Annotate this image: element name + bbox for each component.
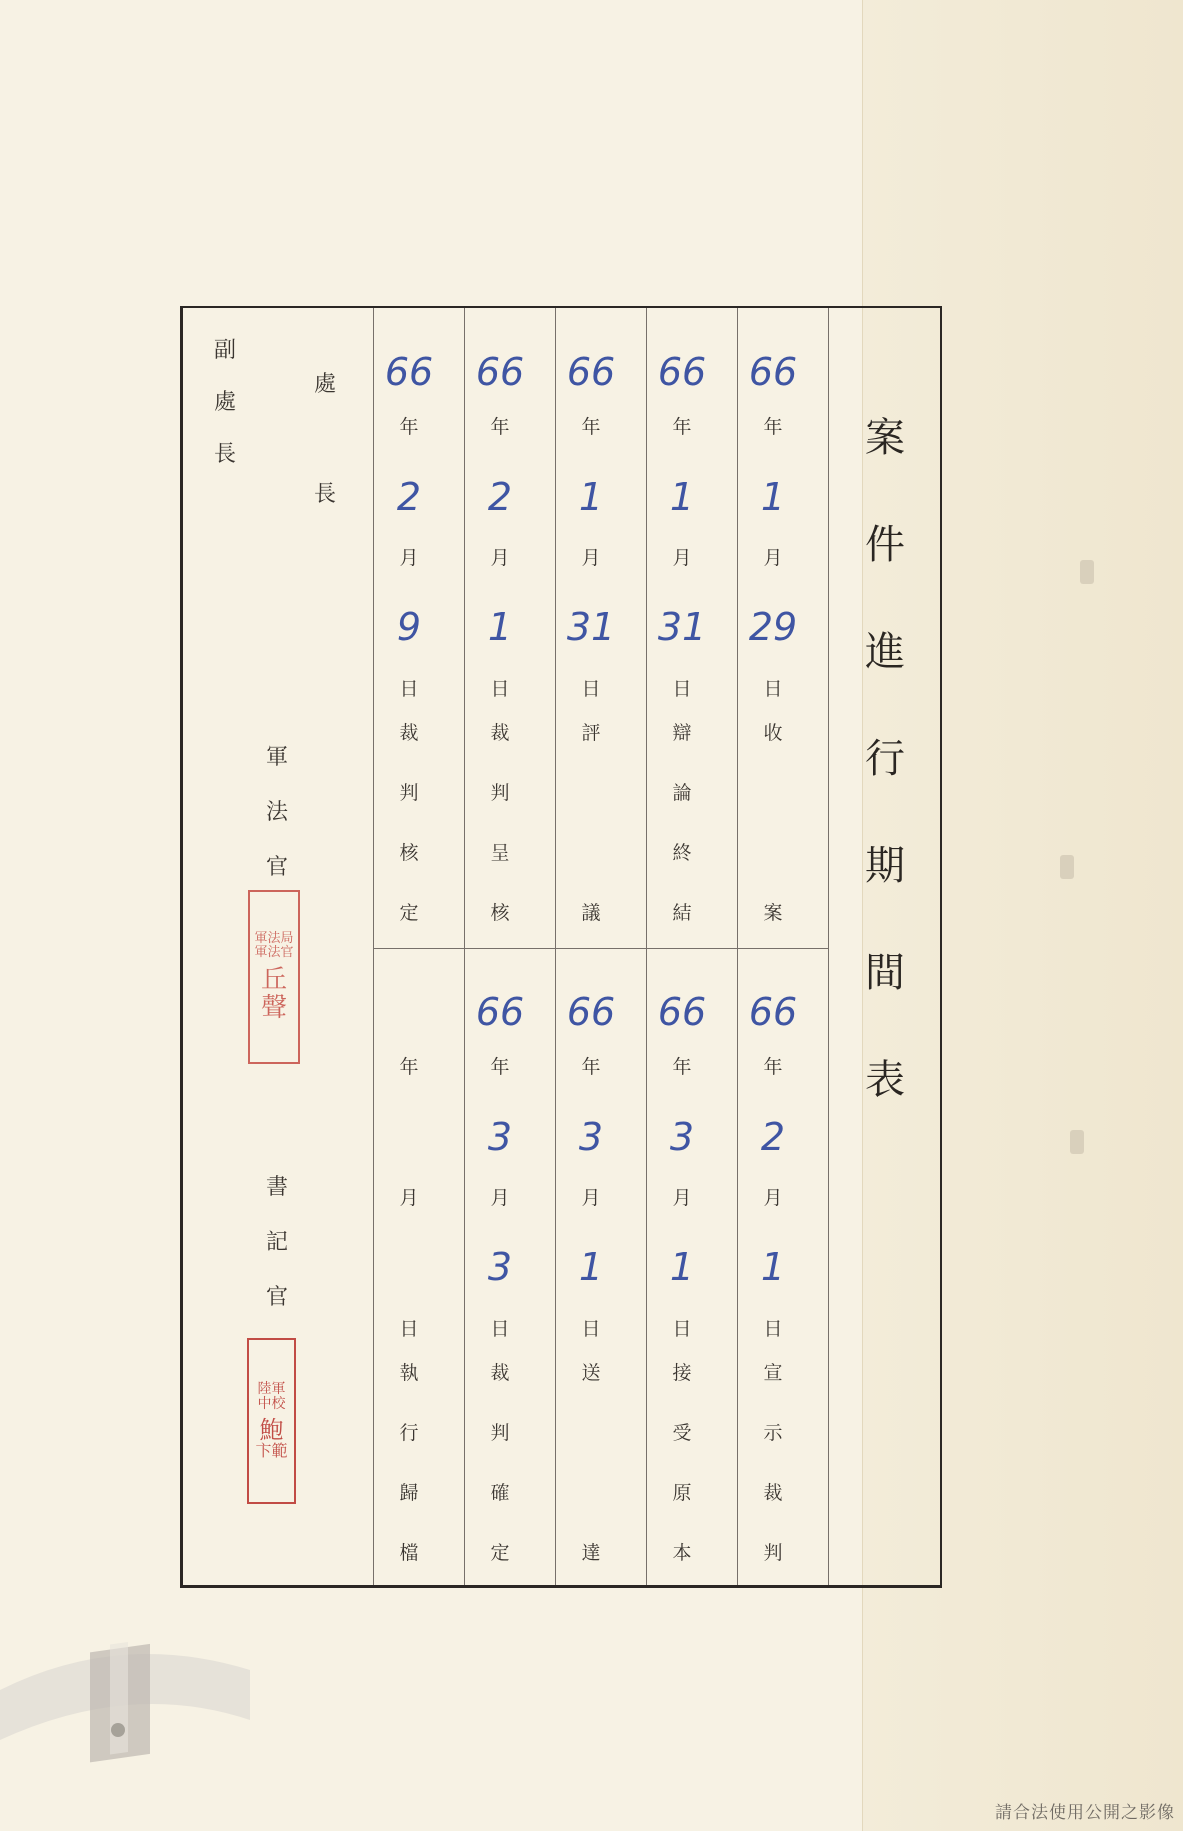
paper-tear bbox=[1070, 1130, 1084, 1154]
event-label-char: 裁 bbox=[490, 1362, 510, 1384]
handwritten-year: 66 bbox=[657, 990, 707, 1034]
handwritten-month: 2 bbox=[760, 1115, 786, 1159]
handwritten-day: 31 bbox=[566, 605, 616, 649]
bottom-row-column-4 bbox=[461, 990, 539, 1590]
event-label-char: 執 bbox=[399, 1362, 419, 1384]
event-label-char: 案 bbox=[763, 902, 783, 924]
month-unit: 月 bbox=[672, 1187, 692, 1209]
month-unit: 月 bbox=[490, 1187, 510, 1209]
director-label: 處 長 bbox=[314, 372, 337, 507]
handwritten-month: 2 bbox=[396, 475, 422, 519]
handwritten-day: 1 bbox=[578, 1245, 604, 1289]
year-unit: 年 bbox=[672, 1056, 692, 1078]
day-unit: 日 bbox=[672, 1318, 692, 1340]
archive-logo-watermark bbox=[0, 1630, 250, 1790]
event-label-char: 結 bbox=[672, 902, 692, 924]
event-label-char: 核 bbox=[490, 902, 510, 924]
event-label-char: 定 bbox=[490, 1542, 510, 1564]
month-unit: 月 bbox=[490, 547, 510, 569]
deputy-director-label: 副 處 長 bbox=[214, 338, 237, 467]
year-unit: 年 bbox=[763, 1056, 783, 1078]
year-unit: 年 bbox=[399, 416, 419, 438]
event-label-char: 宣 bbox=[763, 1362, 783, 1384]
month-unit: 月 bbox=[581, 1187, 601, 1209]
month-unit: 月 bbox=[399, 1187, 419, 1209]
day-unit: 日 bbox=[763, 1318, 783, 1340]
handwritten-day: 31 bbox=[657, 605, 707, 649]
event-label-char: 判 bbox=[399, 782, 419, 804]
year-unit: 年 bbox=[490, 1056, 510, 1078]
day-unit: 日 bbox=[399, 1318, 419, 1340]
handwritten-month: 3 bbox=[487, 1115, 513, 1159]
year-unit: 年 bbox=[672, 416, 692, 438]
event-label-char: 檔 bbox=[399, 1542, 419, 1564]
handwritten-day: 9 bbox=[396, 605, 422, 649]
handwritten-year: 66 bbox=[475, 350, 525, 394]
handwritten-month: 1 bbox=[578, 475, 604, 519]
handwritten-year: 66 bbox=[657, 350, 707, 394]
document-title: 案 件 進 行 期 間 表 bbox=[865, 415, 905, 1103]
handwritten-day: 1 bbox=[487, 605, 513, 649]
handwritten-year: 66 bbox=[566, 350, 616, 394]
handwritten-month: 3 bbox=[578, 1115, 604, 1159]
event-label-char: 送 bbox=[581, 1362, 601, 1384]
event-label-char: 評 bbox=[581, 722, 601, 744]
bottom-row-column-3 bbox=[552, 990, 630, 1590]
event-label-char: 歸 bbox=[399, 1482, 419, 1504]
day-unit: 日 bbox=[581, 678, 601, 700]
top-row-column-4 bbox=[461, 350, 539, 950]
handwritten-day: 1 bbox=[669, 1245, 695, 1289]
event-label-char: 確 bbox=[490, 1482, 510, 1504]
paper-tear bbox=[1080, 560, 1094, 584]
day-unit: 日 bbox=[672, 678, 692, 700]
month-unit: 月 bbox=[399, 547, 419, 569]
event-label-char: 裁 bbox=[763, 1482, 783, 1504]
month-unit: 月 bbox=[763, 1187, 783, 1209]
year-unit: 年 bbox=[763, 416, 783, 438]
handwritten-day: 3 bbox=[487, 1245, 513, 1289]
top-row-column-1 bbox=[734, 350, 812, 950]
event-label-char: 議 bbox=[581, 902, 601, 924]
event-label-char: 受 bbox=[672, 1422, 692, 1444]
day-unit: 日 bbox=[581, 1318, 601, 1340]
event-label-char: 呈 bbox=[490, 842, 510, 864]
bottom-row-column-5 bbox=[370, 990, 448, 1590]
event-label-char: 論 bbox=[672, 782, 692, 804]
event-label-char: 終 bbox=[672, 842, 692, 864]
event-label-char: 本 bbox=[672, 1542, 692, 1564]
paper-tear bbox=[1060, 855, 1074, 879]
clerk-seal-stamp: 陸軍 中校 鮑 卞範 bbox=[247, 1338, 296, 1504]
event-label-char: 接 bbox=[672, 1362, 692, 1384]
year-unit: 年 bbox=[581, 416, 601, 438]
day-unit: 日 bbox=[399, 678, 419, 700]
bottom-row-column-1 bbox=[734, 990, 812, 1590]
event-label-char: 行 bbox=[399, 1422, 419, 1444]
clerk-label: 書 記 官 bbox=[266, 1175, 289, 1310]
top-row-column-2 bbox=[643, 350, 721, 950]
day-unit: 日 bbox=[763, 678, 783, 700]
handwritten-year: 66 bbox=[566, 990, 616, 1034]
event-label-char: 原 bbox=[672, 1482, 692, 1504]
handwritten-month: 1 bbox=[760, 475, 786, 519]
month-unit: 月 bbox=[672, 547, 692, 569]
event-label-char: 定 bbox=[399, 902, 419, 924]
event-label-char: 判 bbox=[490, 782, 510, 804]
year-unit: 年 bbox=[490, 416, 510, 438]
event-label-char: 裁 bbox=[490, 722, 510, 744]
handwritten-month: 2 bbox=[487, 475, 513, 519]
year-unit: 年 bbox=[581, 1056, 601, 1078]
judge-label: 軍 法 官 bbox=[266, 745, 289, 880]
month-unit: 月 bbox=[763, 547, 783, 569]
handwritten-month: 3 bbox=[669, 1115, 695, 1159]
event-label-char: 核 bbox=[399, 842, 419, 864]
event-label-char: 示 bbox=[763, 1422, 783, 1444]
judge-seal-stamp: 軍法局 軍法官 丘 聲 bbox=[248, 890, 300, 1064]
month-unit: 月 bbox=[581, 547, 601, 569]
handwritten-year: 66 bbox=[384, 350, 434, 394]
top-row-column-5 bbox=[370, 350, 448, 950]
handwritten-month: 1 bbox=[669, 475, 695, 519]
handwritten-year: 66 bbox=[475, 990, 525, 1034]
year-unit: 年 bbox=[399, 1056, 419, 1078]
day-unit: 日 bbox=[490, 1318, 510, 1340]
handwritten-day: 1 bbox=[760, 1245, 786, 1289]
event-label-char: 辯 bbox=[672, 722, 692, 744]
handwritten-year: 66 bbox=[748, 990, 798, 1034]
handwritten-day: 29 bbox=[748, 605, 798, 649]
event-label-char: 判 bbox=[763, 1542, 783, 1564]
day-unit: 日 bbox=[490, 678, 510, 700]
handwritten-year: 66 bbox=[748, 350, 798, 394]
event-label-char: 裁 bbox=[399, 722, 419, 744]
event-label-char: 達 bbox=[581, 1542, 601, 1564]
usage-watermark: 請合法使用公開之影像 bbox=[995, 1803, 1175, 1823]
top-row-column-3 bbox=[552, 350, 630, 950]
event-label-char: 判 bbox=[490, 1422, 510, 1444]
event-label-char: 收 bbox=[763, 722, 783, 744]
bottom-row-column-2 bbox=[643, 990, 721, 1590]
